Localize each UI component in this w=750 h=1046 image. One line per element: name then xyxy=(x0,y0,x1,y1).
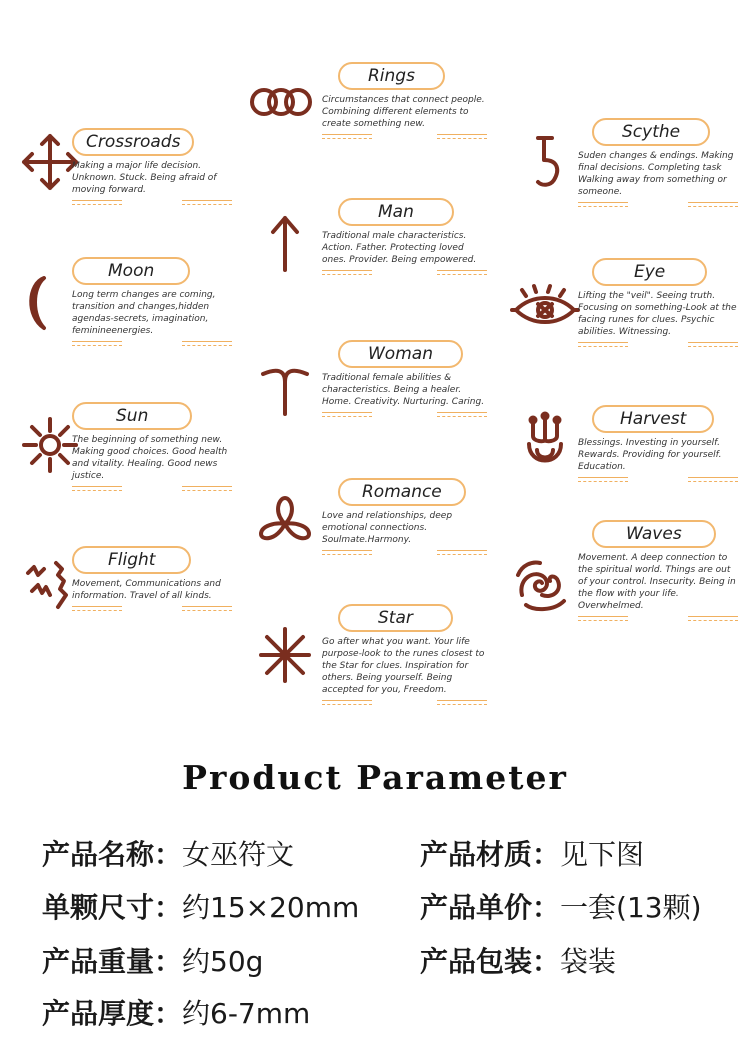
card-divider xyxy=(322,134,487,139)
rune-card-waves xyxy=(578,520,738,621)
rune-name-star: Star xyxy=(338,604,453,632)
card-divider xyxy=(322,412,487,417)
eye-rune-icon xyxy=(512,282,578,342)
card-divider xyxy=(578,477,738,482)
param-weight xyxy=(42,940,263,980)
rune-desc-sun: The beginning of something new. Making good choices. Good health and vitality. Healing. Good news justice. xyxy=(72,435,228,481)
rune-desc-moon: Long term changes are coming, transition and changes,hidden agendas-secrets, imagination, feminineenergies. xyxy=(72,290,216,336)
rune-desc-eye: Lifting the "veil". Seeing truth. Focusing on something-Look at the facing runes for clues. Psychic abilities. Witnessing. xyxy=(578,291,737,337)
param-name xyxy=(42,833,294,873)
rune-desc-romance: Love and relationships, deep emotional connections. Soulmate.Harmony. xyxy=(322,511,453,545)
param-price xyxy=(420,886,702,926)
card-divider xyxy=(578,342,738,347)
param-value: 约50g xyxy=(182,945,264,978)
rune-desc-scythe: Suden changes & endings. Making final decisions. Completing task Walking away from something or someone. xyxy=(578,151,734,197)
card-divider xyxy=(322,270,487,275)
card-divider xyxy=(578,616,738,621)
waves-rune-icon xyxy=(512,555,572,615)
rune-card-star xyxy=(322,604,487,705)
rune-desc-rings: Circumstances that connect people. Combining different elements to create something new. xyxy=(322,95,485,129)
param-value: 袋装 xyxy=(560,945,617,978)
card-divider xyxy=(72,341,232,346)
rune-card-sun xyxy=(72,402,232,491)
rune-desc-woman: Traditional female abilities & characteristics. Being a healer. Home. Creativity. Nurturing. Caring. xyxy=(322,373,485,407)
rune-card-moon xyxy=(72,257,232,346)
rune-card-flight xyxy=(72,546,232,611)
rune-card-eye xyxy=(578,258,738,347)
scythe-rune-icon xyxy=(518,130,578,190)
rune-name-romance: Romance xyxy=(338,478,466,506)
rune-name-rings: Rings xyxy=(338,62,445,90)
param-key: 产品重量： xyxy=(42,945,183,978)
param-value: 一套(13颗) xyxy=(560,891,702,924)
moon-rune-icon xyxy=(18,272,78,332)
param-key: 产品材质： xyxy=(420,838,561,871)
rune-name-scythe: Scythe xyxy=(592,118,710,146)
star-rune-icon xyxy=(255,625,315,685)
rune-desc-flight: Movement, Communications and information. Travel of all kinds. xyxy=(72,579,221,601)
rune-name-harvest: Harvest xyxy=(592,405,714,433)
rune-name-flight: Flight xyxy=(72,546,191,574)
rune-desc-star: Go after what you want. Your life purpose-look to the runes closest to the Star for clues. Inspiration for others. Being yourself. Being accepted for you, Freedom. xyxy=(322,637,485,695)
rune-name-eye: Eye xyxy=(592,258,707,286)
card-divider xyxy=(578,202,738,207)
rune-card-crossroads xyxy=(72,128,232,205)
rune-card-harvest xyxy=(578,405,738,482)
card-divider xyxy=(72,200,232,205)
rune-name-woman: Woman xyxy=(338,340,463,368)
man-rune-icon xyxy=(255,212,315,272)
rune-desc-harvest: Blessings. Investing in yourself. Rewards. Providing for yourself. Education. xyxy=(578,438,722,472)
card-divider xyxy=(72,606,232,611)
param-thickness xyxy=(42,992,310,1032)
rune-name-sun: Sun xyxy=(72,402,192,430)
param-key: 单颗尺寸： xyxy=(42,891,183,924)
card-divider xyxy=(322,550,487,555)
rings-rune-icon xyxy=(248,72,314,132)
rune-card-rings xyxy=(322,62,487,139)
param-size xyxy=(42,886,359,926)
harvest-rune-icon xyxy=(515,410,575,470)
woman-rune-icon xyxy=(255,360,315,420)
rune-card-romance xyxy=(322,478,487,555)
sun-rune-icon xyxy=(20,415,80,475)
rune-name-moon: Moon xyxy=(72,257,190,285)
param-value: 约6-7mm xyxy=(182,997,311,1030)
romance-rune-icon xyxy=(255,492,315,552)
rune-desc-crossroads: Making a major life decision. Unknown. Stuck. Being afraid of moving forward. xyxy=(72,161,217,195)
param-key: 产品厚度： xyxy=(42,997,183,1030)
rune-name-crossroads: Crossroads xyxy=(72,128,194,156)
rune-card-woman xyxy=(322,340,487,417)
param-key: 产品包装： xyxy=(420,945,561,978)
param-value: 女巫符文 xyxy=(182,838,295,871)
card-divider xyxy=(72,486,232,491)
crossroads-rune-icon xyxy=(20,132,80,192)
rune-desc-man: Traditional male characteristics. Action. Father. Protecting loved ones. Provider. Being empowered. xyxy=(322,231,477,265)
rune-name-waves: Waves xyxy=(592,520,716,548)
rune-card-scythe xyxy=(578,118,738,207)
param-material xyxy=(420,833,644,873)
param-packaging xyxy=(420,940,616,980)
rune-name-man: Man xyxy=(338,198,454,226)
rune-card-man xyxy=(322,198,487,275)
card-divider xyxy=(322,700,487,705)
param-key: 产品名称： xyxy=(42,838,183,871)
param-key: 产品单价： xyxy=(420,891,561,924)
param-value: 见下图 xyxy=(560,838,645,871)
param-value: 约15×20mm xyxy=(182,891,360,924)
section-title: Product Parameter xyxy=(182,758,568,797)
rune-desc-waves: Movement. A deep connection to the spiritual world. Things are out of your control. Insecurity. Being in the flow with your life. Overwhelmed. xyxy=(578,553,736,611)
